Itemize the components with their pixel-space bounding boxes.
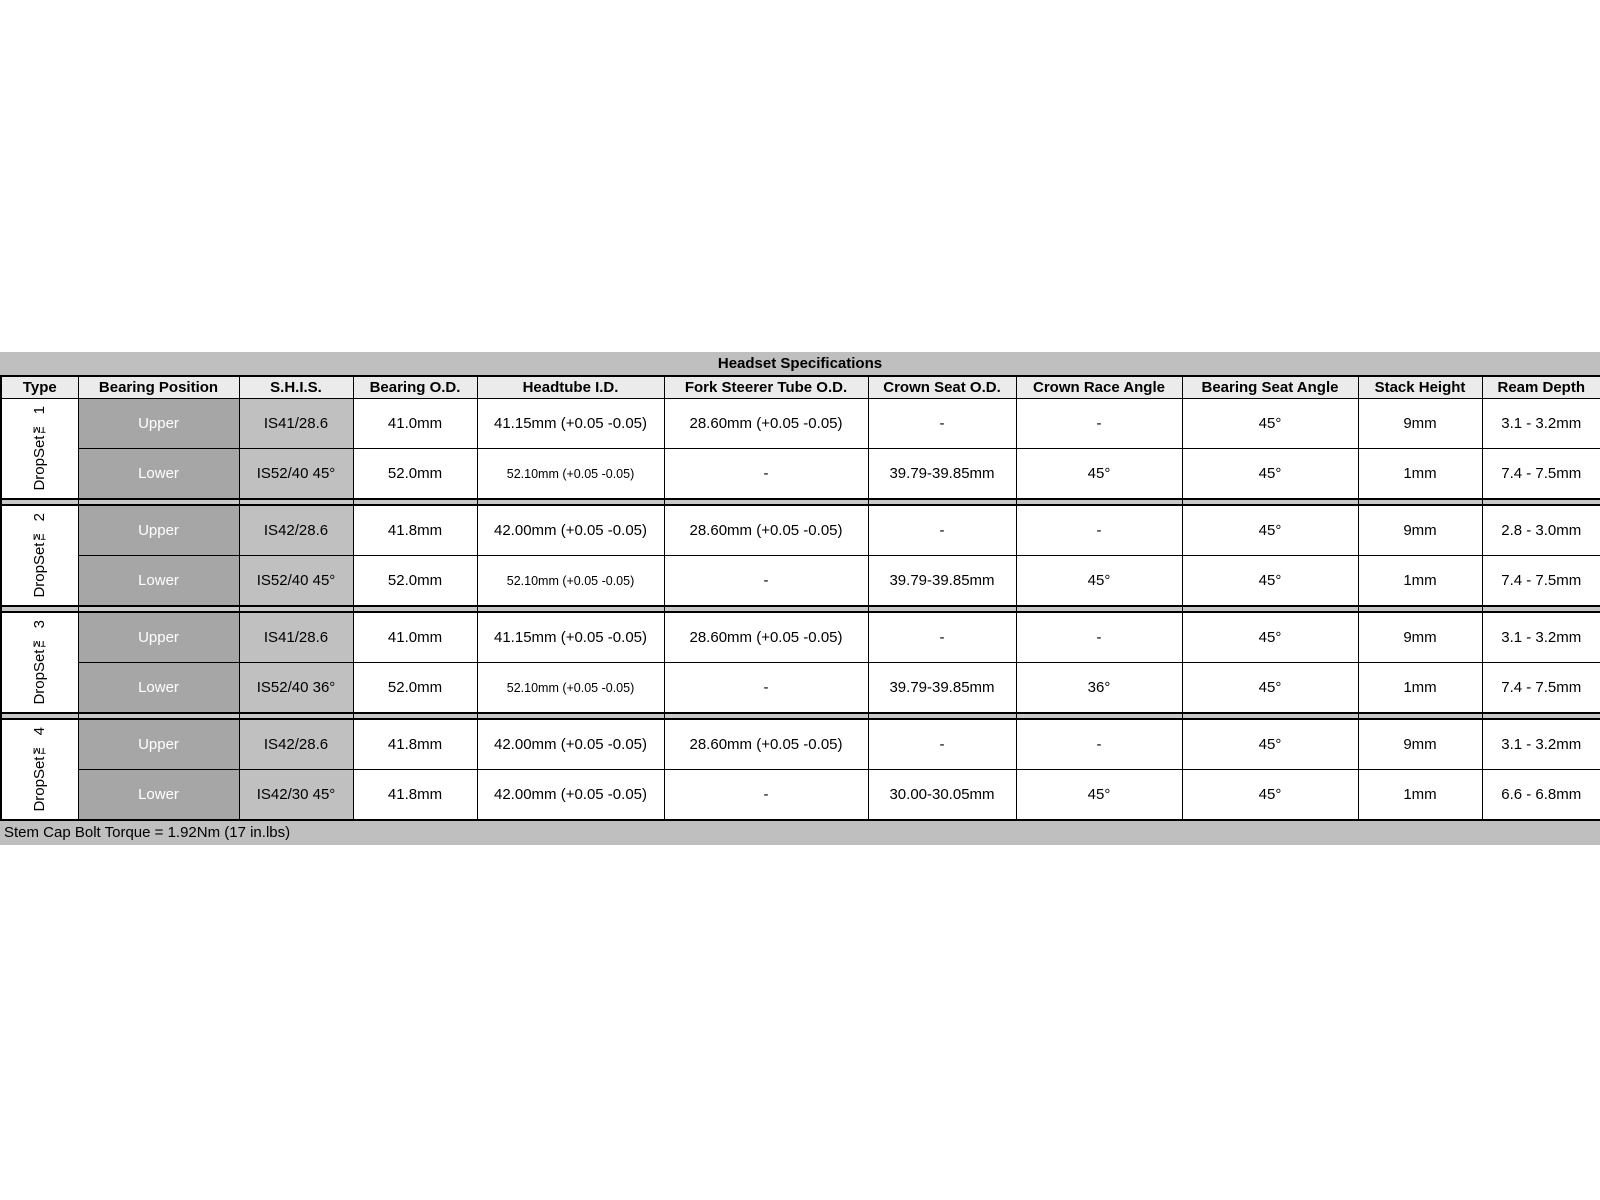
cell-fork-steerer-od: - bbox=[664, 663, 868, 714]
table-row bbox=[1, 663, 1600, 714]
cell-bearing-od: 52.0mm bbox=[353, 449, 477, 500]
cell-crown-seat-od: - bbox=[868, 399, 1016, 449]
cell-crown-seat-od: 39.79-39.85mm bbox=[868, 449, 1016, 500]
cell-ream-depth: 7.4 - 7.5mm bbox=[1482, 449, 1600, 500]
cell-stack-height: 1mm bbox=[1358, 663, 1482, 714]
cell-crown-race-angle: 36° bbox=[1016, 663, 1182, 714]
type-label bbox=[1, 399, 78, 500]
col-header-bearing-od: Bearing O.D. bbox=[353, 376, 477, 399]
cell-crown-race-angle: - bbox=[1016, 612, 1182, 663]
cell-shis: IS41/28.6 bbox=[239, 399, 353, 449]
headset-spec-sheet bbox=[0, 352, 1600, 845]
col-header-bearing-position: Bearing Position bbox=[78, 376, 239, 399]
cell-bearing-position: Upper bbox=[78, 505, 239, 556]
cell-fork-steerer-od: - bbox=[664, 556, 868, 607]
cell-fork-steerer-od: 28.60mm (+0.05 -0.05) bbox=[664, 612, 868, 663]
cell-ream-depth: 7.4 - 7.5mm bbox=[1482, 556, 1600, 607]
cell-crown-race-angle: 45° bbox=[1016, 449, 1182, 500]
table-row bbox=[1, 719, 1600, 770]
cell-bearing-od: 41.8mm bbox=[353, 719, 477, 770]
table-row bbox=[1, 399, 1600, 449]
cell-shis: IS52/40 45° bbox=[239, 556, 353, 607]
table-title: Headset Specifications bbox=[0, 352, 1600, 375]
header-row bbox=[1, 376, 1600, 399]
cell-fork-steerer-od: 28.60mm (+0.05 -0.05) bbox=[664, 719, 868, 770]
col-header-stack-height: Stack Height bbox=[1358, 376, 1482, 399]
cell-shis: IS42/28.6 bbox=[239, 719, 353, 770]
cell-ream-depth: 3.1 - 3.2mm bbox=[1482, 612, 1600, 663]
cell-stack-height: 9mm bbox=[1358, 399, 1482, 449]
cell-crown-race-angle: 45° bbox=[1016, 556, 1182, 607]
cell-bearing-seat-angle: 45° bbox=[1182, 719, 1358, 770]
type-label bbox=[1, 719, 78, 820]
col-header-bearing-seat-angle: Bearing Seat Angle bbox=[1182, 376, 1358, 399]
cell-headtube-id: 41.15mm (+0.05 -0.05) bbox=[477, 612, 664, 663]
type-label-text: DropSet™ 3 bbox=[31, 620, 49, 705]
cell-headtube-id: 52.10mm (+0.05 -0.05) bbox=[477, 663, 664, 714]
cell-bearing-seat-angle: 45° bbox=[1182, 770, 1358, 821]
cell-bearing-od: 41.0mm bbox=[353, 612, 477, 663]
cell-bearing-seat-angle: 45° bbox=[1182, 505, 1358, 556]
cell-shis: IS42/30 45° bbox=[239, 770, 353, 821]
cell-headtube-id: 42.00mm (+0.05 -0.05) bbox=[477, 505, 664, 556]
cell-stack-height: 1mm bbox=[1358, 770, 1482, 821]
cell-headtube-id: 41.15mm (+0.05 -0.05) bbox=[477, 399, 664, 449]
cell-bearing-position: Lower bbox=[78, 449, 239, 500]
type-label-text: DropSet™ 1 bbox=[31, 406, 49, 491]
cell-headtube-id: 52.10mm (+0.05 -0.05) bbox=[477, 449, 664, 500]
cell-stack-height: 1mm bbox=[1358, 449, 1482, 500]
table-row bbox=[1, 505, 1600, 556]
cell-bearing-position: Lower bbox=[78, 663, 239, 714]
cell-bearing-seat-angle: 45° bbox=[1182, 663, 1358, 714]
cell-ream-depth: 7.4 - 7.5mm bbox=[1482, 663, 1600, 714]
col-header-type: Type bbox=[1, 376, 78, 399]
cell-crown-seat-od: - bbox=[868, 719, 1016, 770]
table-row bbox=[1, 449, 1600, 500]
cell-fork-steerer-od: 28.60mm (+0.05 -0.05) bbox=[664, 399, 868, 449]
cell-fork-steerer-od: - bbox=[664, 449, 868, 500]
cell-crown-seat-od: - bbox=[868, 505, 1016, 556]
cell-ream-depth: 3.1 - 3.2mm bbox=[1482, 399, 1600, 449]
cell-shis: IS42/28.6 bbox=[239, 505, 353, 556]
cell-bearing-position: Upper bbox=[78, 399, 239, 449]
cell-stack-height: 9mm bbox=[1358, 719, 1482, 770]
col-header-crown-race-angle: Crown Race Angle bbox=[1016, 376, 1182, 399]
type-label-text: DropSet™ 4 bbox=[31, 727, 49, 812]
cell-fork-steerer-od: 28.60mm (+0.05 -0.05) bbox=[664, 505, 868, 556]
cell-ream-depth: 6.6 - 6.8mm bbox=[1482, 770, 1600, 821]
cell-crown-seat-od: 30.00-30.05mm bbox=[868, 770, 1016, 821]
cell-bearing-od: 52.0mm bbox=[353, 556, 477, 607]
cell-bearing-od: 41.8mm bbox=[353, 770, 477, 821]
cell-bearing-od: 52.0mm bbox=[353, 663, 477, 714]
spec-table bbox=[0, 375, 1600, 821]
cell-crown-race-angle: - bbox=[1016, 719, 1182, 770]
cell-bearing-seat-angle: 45° bbox=[1182, 556, 1358, 607]
cell-crown-race-angle: - bbox=[1016, 505, 1182, 556]
cell-crown-race-angle: 45° bbox=[1016, 770, 1182, 821]
col-header-crown-seat-od: Crown Seat O.D. bbox=[868, 376, 1016, 399]
cell-bearing-position: Upper bbox=[78, 719, 239, 770]
type-label bbox=[1, 505, 78, 606]
table-row bbox=[1, 556, 1600, 607]
col-header-headtube-id: Headtube I.D. bbox=[477, 376, 664, 399]
col-header-shis: S.H.I.S. bbox=[239, 376, 353, 399]
type-label bbox=[1, 612, 78, 713]
cell-bearing-seat-angle: 45° bbox=[1182, 612, 1358, 663]
cell-bearing-od: 41.0mm bbox=[353, 399, 477, 449]
footer-note: Stem Cap Bolt Torque = 1.92Nm (17 in.lbs) bbox=[0, 821, 1600, 845]
cell-crown-race-angle: - bbox=[1016, 399, 1182, 449]
cell-shis: IS52/40 45° bbox=[239, 449, 353, 500]
cell-crown-seat-od: 39.79-39.85mm bbox=[868, 556, 1016, 607]
type-label-text: DropSet™ 2 bbox=[31, 513, 49, 598]
table-body bbox=[1, 399, 1600, 821]
table-row bbox=[1, 770, 1600, 821]
cell-bearing-seat-angle: 45° bbox=[1182, 399, 1358, 449]
cell-headtube-id: 42.00mm (+0.05 -0.05) bbox=[477, 770, 664, 821]
cell-ream-depth: 2.8 - 3.0mm bbox=[1482, 505, 1600, 556]
cell-fork-steerer-od: - bbox=[664, 770, 868, 821]
cell-crown-seat-od: - bbox=[868, 612, 1016, 663]
col-header-fork-steerer-od: Fork Steerer Tube O.D. bbox=[664, 376, 868, 399]
cell-crown-seat-od: 39.79-39.85mm bbox=[868, 663, 1016, 714]
cell-stack-height: 1mm bbox=[1358, 556, 1482, 607]
cell-bearing-position: Lower bbox=[78, 556, 239, 607]
cell-shis: IS41/28.6 bbox=[239, 612, 353, 663]
cell-bearing-seat-angle: 45° bbox=[1182, 449, 1358, 500]
cell-bearing-position: Upper bbox=[78, 612, 239, 663]
cell-ream-depth: 3.1 - 3.2mm bbox=[1482, 719, 1600, 770]
cell-bearing-od: 41.8mm bbox=[353, 505, 477, 556]
table-row bbox=[1, 612, 1600, 663]
cell-bearing-position: Lower bbox=[78, 770, 239, 821]
cell-stack-height: 9mm bbox=[1358, 612, 1482, 663]
col-header-ream-depth: Ream Depth bbox=[1482, 376, 1600, 399]
cell-shis: IS52/40 36° bbox=[239, 663, 353, 714]
cell-headtube-id: 52.10mm (+0.05 -0.05) bbox=[477, 556, 664, 607]
cell-headtube-id: 42.00mm (+0.05 -0.05) bbox=[477, 719, 664, 770]
cell-stack-height: 9mm bbox=[1358, 505, 1482, 556]
